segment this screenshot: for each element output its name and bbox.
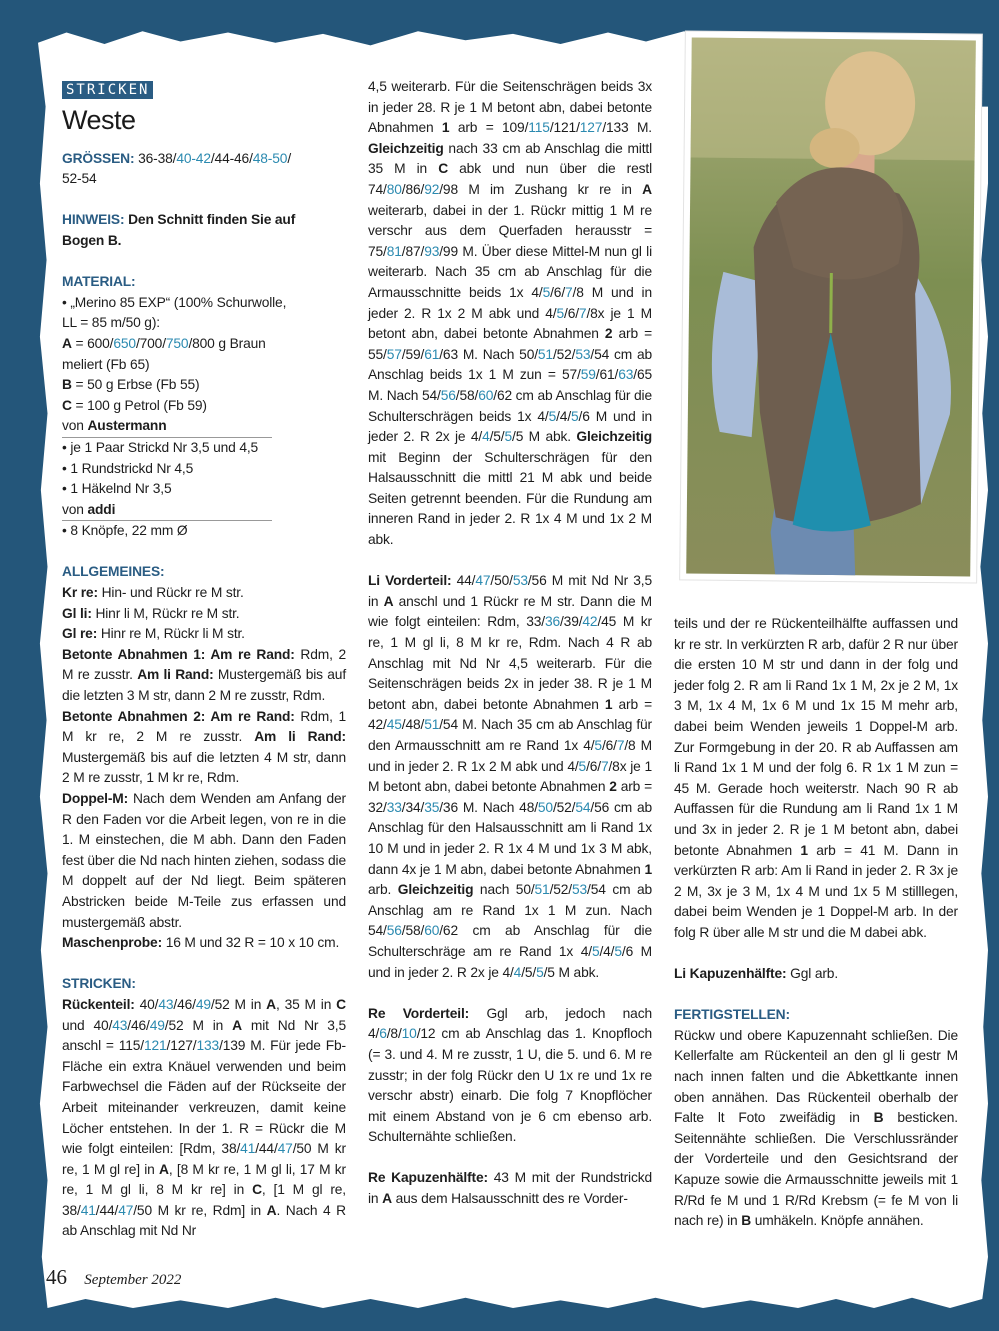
col1-paragraph: GRÖSSEN: 36-38/40-42/44-46/48-50/ 52-54: [62, 150, 291, 187]
col3-paragraph: [674, 944, 958, 965]
page-number: 46: [46, 1265, 67, 1289]
col1-paragraph: ALLGEMEINES:: [62, 564, 165, 580]
col2-paragraph: Re Kapuzenhälfte: 43 M mit der Rundstrickd in A aus dem Halsausschnitt des re Vorder-: [368, 1170, 652, 1207]
col1-paragraph: B = 50 g Erbse (Fb 55): [62, 377, 200, 393]
col1-paragraph: MATERIAL:: [62, 274, 136, 290]
col2-paragraph: [368, 1148, 652, 1169]
column-2: [368, 77, 652, 1210]
col1-paragraph: [62, 252, 346, 273]
column-3: [674, 614, 958, 1232]
col1-paragraph: C = 100 g Petrol (Fb 59): [62, 397, 207, 413]
col2-paragraph: 4,5 weiterarb. Für die Seitenschrägen beids 3x in jeder 28. R je 1 M betont abn, dabei betonte Abnahmen 1 arb = 109/115/121/127/133 M. Gleichzeitig nach 33 cm ab Anschlag die mittl 35 M in C abk und nun über die restl 74/80/86/92/98 M im Zushang kr re in A weiterarb, dabei in der 1. Rückr mittig 1 M re verschr aus dem Querfaden herausstr = 75/81/87/93/99 M. Über diese Mittel-M nun gl li weiterarb. Nach 35 cm ab Anschlag für die Armausschnitte beids 1x 4/5/6/7/8 M und in jeder 2. R 1x 2 M abk und 4/5/6/7/8x je 1 M betont abn, dabei betonte Abnahmen 2 arb = 55/57/59/61/63 M. Nach 50/51/52/53/54 cm ab Anschlag beids 1x 1 M zun = 57/59/61/63/65 M. Nach 54/56/58/60/62 cm ab Anschlag für die Schulterschrägen beids 1x 4/5/4/5/6 M und in jeder 2. R 2x je 4/4/5/5/5 M abk. Gleichzeitig mit Beginn der Schulterschrägen für den Halsausschnitt die mittl 21 M abk und beide Seiten getrennt beenden. Für die Rundung am inneren Rand in jeder 2. R 1x 4 M und 1x 2 M abk.: [368, 79, 653, 548]
column-1-text: [62, 149, 346, 1242]
col2-paragraph: [368, 983, 652, 1004]
col1-paragraph: Kr re: Hin- und Rückr re M str.: [62, 585, 244, 601]
col1-paragraph: HINWEIS: Den Schnitt finden Sie auf Bogen B.: [62, 212, 296, 248]
col2-paragraph: [368, 551, 652, 572]
col1-paragraph: Gl re: Hinr re M, Rückr li M str.: [62, 626, 245, 642]
column-3-text: [674, 614, 958, 1232]
col1-paragraph: [62, 954, 346, 975]
page-footer: [46, 1265, 181, 1290]
col2-paragraph: Li Vorderteil: 44/47/50/53/56 M mit Nd Nr 3,5 in A anschl und 1 Rückr re M str. Dann die M wie folgt einteilen: Rdm, 33/36/39/42/45 M kr re, 1 M gl li, 8 M kr re, Rdm. Nach 4 R ab Anschlag mit Nd Nr 4,5 weiterarb. Für die Seitenschrägen beids 2x in jeder 38. R je 1 M betont abn, dabei betonte Abnahmen 1 arb = 42/45/48/51/54 M. Nach 35 cm ab Anschlag für den Armausschnitt am re Rand 1x 4/5/6/7/8 M und in jeder 2. R 1x 2 M abk und 4/5/6/7/8x je 1 M betont abn, dabei betonte Abnahmen 2 arb = 32/33/34/35/36 M. Nach 48/50/52/54/56 cm ab Anschlag für den Halsausschnitt am li Rand 1x 10 M und in jeder 2. R 1x 4 M und 1x 3 M abk, dann 4x je 1 M abn, dabei betonte Abnahmen 1 arb. Gleichzeitig nach 50/51/52/53/54 cm ab Anschlag am re Rand 1x 1 M zun. Nach 54/56/58/60/62 cm ab Anschlag für die Schulterschräge am re Rand 1x 4/5/4/5/6 M und in jeder 2. R 2x je 4/4/5/5/5 M abk.: [368, 573, 653, 980]
col3-paragraph: teils und der re Rückenteilhälfte auffassen und kr re str. In verkürzten R arb, dafür 2 R nur über die ersten 10 M str und dann in der folg und jeder folg 2. R am li Rand 1x 1 M, 2x je 2 M, 1x 3 M, 1x 4 M, 1x 6 M und 1x 15 M mehr arb, dabei beim Wenden jeweils 1 Doppel-M arb. Zur Formgebung in der 20. R ab Auffassen am li Rand 1x 1 M und der folg 6. R 1x 1 M zun = 45 M. Gerade hoch weiterstr. Nach 90 R ab Auffassen für die Rundung am li Rand 1x 1 M und 3x in jeder 2. R je 1 M betont abn, dabei betonte Abnahmen 1 arb = 41 M. Dann in verkürzten R arb: Am li Rand in jeder 2. R 3x je 2 M, 3x je 3 M, 1x 4 M und 1x 5 M stilllegen, dabei beim Wenden je 1 Doppel-M arb. In der folg R über alle M str und die M dabei abk.: [674, 616, 958, 940]
col1-paragraph: • 1 Rundstrickd Nr 4,5: [62, 460, 194, 476]
col1-paragraph: Doppel-M: Nach dem Wenden am Anfang der R den Faden vor die Arbeit legen, von re in die 1. M einstechen, die M abh. Dann den Faden fest über die Nd nach hinten ziehen, sodass die M doppelt auf der Nd liegt. Beim späteren Abstricken beide M-Teile zus erfassen und mustergemäß abstr.: [62, 791, 346, 930]
col1-paragraph: • 1 Häkelnd Nr 3,5: [62, 481, 172, 497]
col1-paragraph: • „Merino 85 EXP“ (100% Schurwolle, LL = 85 m/50 g):: [62, 294, 287, 331]
col1-paragraph: • 8 Knöpfe, 22 mm Ø: [62, 523, 188, 539]
col3-paragraph: Rückw und obere Kapuzennaht schließen. Die Kellerfalte am Rückenteil an den gl li gestr M nach innen falten und die Abkettkante innen oben annähen. Das Rückenteil oberhalb der Falte lt Foto zweifädig in B besticken. Seitennähte schließen. Die Verschlussränder der Vorderteile und den Gesichtsrand der Kapuze sowie die Armausschnitte jeweils mit 1 R/Rd fe M und 1 R/Rd Krebsm (= fe M von li nach re) in B umhäkeln. Knöpfe annähen.: [674, 1027, 958, 1229]
page-title: Weste: [62, 104, 136, 135]
col1-paragraph: [62, 542, 346, 563]
col1-paragraph: Betonte Abnahmen 2: Am re Rand: Rdm, 1 M kr re, 2 M re zusstr. Am li Rand: Mustergemäß bis auf die letzten 4 M str, dann 2 M re zusstr, 1 M kr re, Rdm.: [62, 708, 346, 786]
model-photo: [680, 31, 982, 582]
section-tag: [62, 80, 346, 101]
col1-paragraph: Maschenprobe: 16 M und 32 R = 10 x 10 cm.: [62, 935, 340, 951]
col1-paragraph: • je 1 Paar Strickd Nr 3,5 und 4,5: [62, 439, 259, 455]
col1-paragraph: [62, 190, 346, 211]
column-1: [62, 80, 346, 1242]
issue-date: September 2022: [84, 1272, 182, 1288]
col1-paragraph: STRICKEN:: [62, 976, 136, 992]
col1-paragraph: Gl li: Hinr li M, Rückr re M str.: [62, 605, 240, 621]
col3-paragraph: Li Kapuzenhälfte: Ggl arb.: [674, 966, 838, 982]
col3-paragraph: FERTIGSTELLEN:: [674, 1007, 790, 1023]
col1-paragraph: Betonte Abnahmen 1: Am re Rand: Rdm, 2 M re zusstr. Am li Rand: Mustergemäß bis auf die letzten 3 M str, dann 2 M re zusstr, Rdm.: [62, 646, 346, 704]
col1-paragraph: von Austermann: [62, 416, 272, 438]
col1-paragraph: Rückenteil: 40/43/46/49/52 M in A, 35 M in C und 40/43/46/49/52 M in A mit Nd Nr 3,5 anschl = 115/121/127/133/139 M. Für jede Fb-Fläche ein extra Knäuel verwenden und beim Farbwechsel die Fäden auf der Rückseite der Arbeit miteinander verkreuzen, damit keine Löcher entstehen. In der 1. R = Rückr die M wie folgt einteilen: [Rdm, 38/41/44/47/50 M kr re, 1 M gl re] in A, [8 M kr re, 1 M gl li, 17 M kr re, 1 M gl li, 8 M kr re] in C, [1 M gl re, 38/41/44/47/50 M kr re, Rdm] in A. Nach 4 R ab Anschlag mit Nd Nr: [62, 996, 347, 1239]
col1-paragraph: A = 600/650/700/750/800 g Braun meliert (Fb 65): [62, 335, 266, 372]
col3-paragraph: [674, 985, 958, 1006]
model-back-vest-photo: [680, 31, 982, 582]
section-tag-label: STRICKEN: [62, 81, 153, 99]
col2-paragraph: Re Vorderteil: Ggl arb, jedoch nach 4/6/8/10/12 cm ab Anschlag das 1. Knopfloch (= 3. und 4. M re zusstr, 1 U, die 5. und 6. M re zusstr; in der folg Rückr den U 1x re und 1x re verschr abstr) einarb. Die folg 7 Knopflöcher mit einem Abstand von je 6 cm ebenso arb. Schulternähte schließen.: [368, 1005, 652, 1145]
col1-paragraph: von addi: [62, 500, 272, 522]
column-2-text: [368, 77, 652, 1210]
